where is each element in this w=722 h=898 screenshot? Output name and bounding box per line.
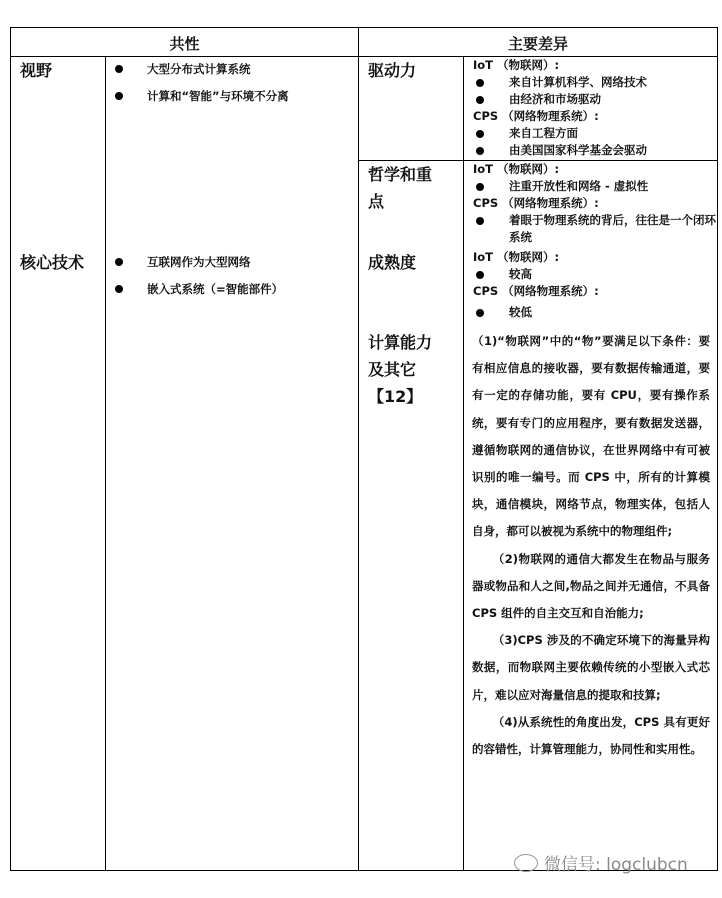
list-item: 来自计算机科学、网络技术 [473,74,717,91]
list-item: 由美国国家科学基金会驱动 [473,142,717,159]
paragraph: （2)物联网的通信大都发生在物品与服务器或物品和人之间,物品之间并无通信，不具备 CPS 组件的自主交互和自治能力; [472,551,710,621]
list-item: 较低 [473,304,717,321]
header-differences: 主要差异 [507,35,568,53]
list-item: 着眼于物理系统的背后，往往是一个闭环系统 [473,212,717,246]
paragraph: （1)“物联网”中的“物”要满足以下条件：要有相应信息的接收器，要有数据传输通道，要有一定的存储功能，要有 CPU，要有操作系统，要有专门的应用程序，要有数据发送器，遵循物联网的通信协议，在世界网络中有可被识别的唯一编号。而 CPS 中，所有的计算模块，通信模块，网络节点，物理实体，包括人自身，都可以被视为系统中的物理组件; [472,334,710,539]
computing-label-ref: 【12】 [368,387,423,406]
wechat-icon [514,854,538,872]
list-item: 注重开放性和网络 - 虚拟性 [473,178,717,195]
col-divider-common [105,56,106,871]
iot-heading: IoT （物联网）: [473,250,560,264]
cps-heading: CPS （网络物理系统）: [473,196,599,210]
table-border-left [10,27,11,871]
maturity-list [473,249,717,321]
philosophy-label-line2: 点 [368,192,385,211]
paragraph: （3)CPS 涉及的不确定环境下的海量异构数据，而物联网主要依赖传统的小型嵌入式芯片，难以应对海量信息的提取和技算; [472,633,710,702]
table-border-right [717,27,718,871]
table-border-top [10,27,718,28]
philosophy-list [473,161,717,246]
category-vision: 视野 [20,61,53,80]
cps-heading: CPS （网络物理系统）: [473,109,599,123]
computing-label-line1: 计算能力 [368,333,433,352]
category-computing [368,329,432,410]
core-tech-item: 嵌入式系统（=智能部件） [115,281,283,297]
col-divider-main [358,27,359,871]
list-item: 由经济和市场驱动 [473,91,717,108]
paragraph: （4)从系统性的角度出发，CPS 具有更好的容错性，计算管理能力，协同性和实用性。 [472,714,710,757]
philosophy-label-line1: 哲学和重 [368,165,433,184]
core-tech-item: 互联网作为大型网络 [115,254,251,270]
category-drive: 驱动力 [368,61,417,80]
vision-item: 大型分布式计算系统 [115,61,251,77]
drive-list [473,57,717,159]
col-divider-diff [463,56,464,871]
vision-item: 计算和“智能”与环境不分离 [115,88,289,104]
iot-heading: IoT （物联网）: [473,58,560,72]
list-item: 来自工程方面 [473,125,717,142]
category-philosophy [368,161,432,215]
computing-label-line2: 及其它 [368,360,417,379]
category-maturity: 成熟度 [368,253,417,272]
category-core-tech: 核心技术 [20,253,85,272]
cps-heading: CPS （网络物理系统）: [473,284,599,298]
header-common: 共性 [169,35,200,53]
iot-heading: IoT （物联网）: [473,162,560,176]
list-item: 较高 [473,266,717,283]
watermark: 微信号: logclubcn [514,850,688,875]
computing-description [472,328,710,763]
